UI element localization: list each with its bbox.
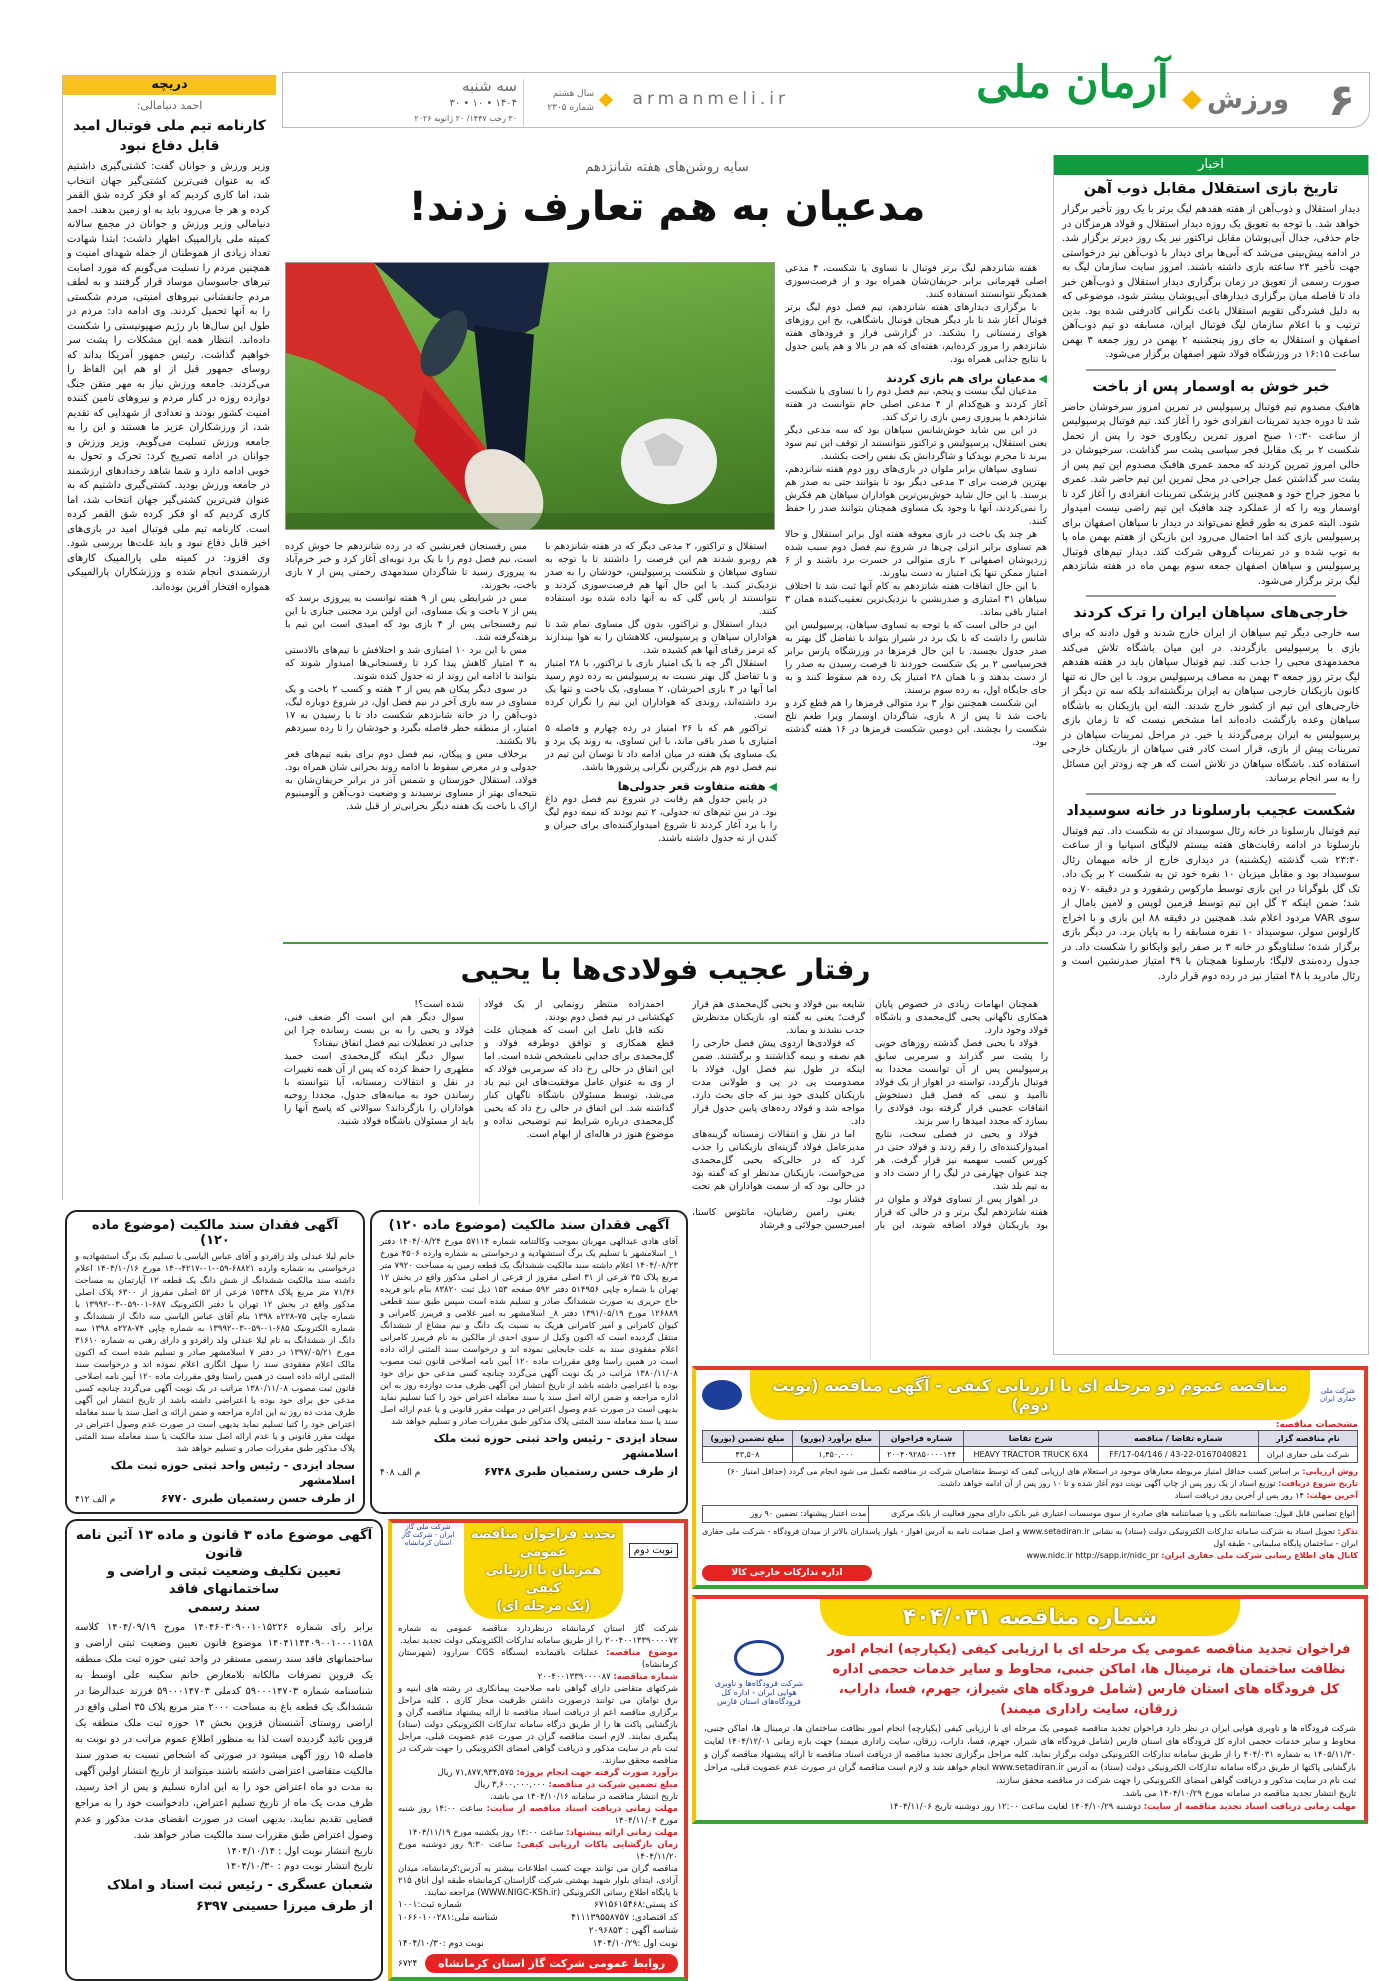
paragraph: استقلال و تراکتور، ۲ مدعی دیگر که در هفته شانزدهم با هم روبرو شدند هم این فرصت را داشتند تا با توجه به تساوی سپاهان و شکست پرسپولیس، خودشان را به صدر نزدیک‌تر کنند. با این حال آنها هم فرصت‌سوزی کردند و نتوانستند از پاس گلی که به آنها داده شده بود استفاده کنند. (545, 541, 777, 617)
paragraph: هفته شانزدهم لیگ برتر فوتبال با تساوی یا شکست، ۴ مدعی اصلی قهرمانی برابر حریفان‌شان همراه بود و از فرصت‌سوزی همدیگر نتوانستند استفاده کنند. (785, 263, 1047, 300)
text: تحویل اسناد به شرکت سامانه تدارکات الکترونیکی دولت (ستاد) به نشانی www.setadiran.ir و اصل ضمانت نامه به آدرس اهواز - بلوار پاسداران بالاتر از میدان فرودگاه - شرکت ملی حفاری ایران - ساختمان پایگاه سلیمانی - طبقه اول (702, 1527, 1358, 1548)
divider (1086, 369, 1336, 371)
news-body: هافبک مصدوم تیم فوتبال پرسپولیس در تمرین امروز سرخوشان حاضر شد تا دوره جدید تمرینات انفرادی خود را آغاز کند. تیم فوتبال پرسپولیس از ساعت ۱۰:۳۰ صبح امروز تمرین ریکاوری خود را پس از تحمل شکست ۲ بر یک مقابل فجر سپاسی پشت سر گذاشت. سرخپوشان در حالی امروز تمرین کردند که محمد عمری هافبک مصدوم این تیم پس از پشت سر گذاشتن عمل جراحی در محل تمرین این تیم حاضر شد. عمری با مجوز جراح خود و همچنین کادر پزشکی تمرینات انفرادی را آغاز کرد تا اوسمار ویه را که از عملکرد چند هافبک این تیم راضی نیست امیدوار شود. البته عمری به طور قطع نمی‌تواند در دیدار با سپاهان اصفهان برای پرسپولیس بازی کند اما احتمال می‌رود این بازیکن از هفتم بهمن ماه پا به توپ شده و در تمرینات گروهی شرکت کند. دیدار تیم‌های فوتبال پرسپولیس و سپاهان اصفهان جمعه سوم بهمن ماه در هفته شانزدهم لیگ برتر برگزار می‌شود. (1062, 401, 1361, 587)
text: شعبان عسگری - رئیس ثبت اسناد و املاک (106, 1878, 373, 1893)
tender-headline: فراخوان تجدید مناقصه عمومی یک مرحله ای با ارزیابی کیفی (یکپارچه) انجام امور نظافت ساختمان ها، ترمینال ها، اماکن جنبی، محاوط و سایر خدمات حجمی اداره کل فرودگاه های استان فارس (شامل فرودگاه های شیراز، جهرم، فسا، داراب، زرقان، سایت راداری میمند) (827, 1642, 1351, 1717)
text: تجدید فراخوان مناقصه عمومی (471, 1527, 616, 1560)
text: شناسه آگهی : ۲۰۹۶۸۵۳ (588, 1926, 678, 1936)
left-flow (65, 998, 688, 1981)
paragraph: که فولادی‌ها اردوی پیش فصل خارجی را هم نصفه و نیمه گذاشتند و برگشتند. ضمن اینکه در طول نیم فصل اول، فولاد با مصدومیت پی در پی و طولانی مدت بازیکنان کلیدی خود نیز که جای بحث دارد، مواجه شد و فولاد رده‌های پایین جدول قرار داد. (692, 1038, 865, 1127)
text: تاریخ انتشار مناقصه در سامانه ۱۴۰۴/۱۰/۱۶ می باشد. (490, 1792, 678, 1802)
footer-banner: اداره تدارکات خارجی کالا (702, 1565, 872, 1581)
paragraph: احمدزاده منتظر رونمایی از یک فولاد کهکشانی در نیم فصل دوم بودند. (484, 999, 674, 1023)
football-photo (285, 262, 775, 530)
text: آگهی فقدان سند مالکیت (موضوع ماده ۱۲۰) (388, 1218, 670, 1233)
paragraph: این شکست همچنین نوار ۳ برد متوالی قرمزها را هم قطع کرد و باخت شد تا پس از ۸ بازی، شاگردان اوسمار ویرا طعم تلخ شکست را بچشند. این دومین شکست قرمزها در ۱۶ هفته گذشته بود. (785, 698, 1048, 748)
text: مهلت زمانی دریافت اسناد مناقصه از سایت: (486, 1804, 679, 1814)
news-title[interactable]: خبر خوش به اوسمار پس از باخت (1092, 378, 1330, 395)
text: برابر رای شماره ۱۴۰۴۶۰۳۰۹۰۰۱۰۱۵۲۲۶ مورخ ۱۴۰۴/۰۹/۱۹ کلاسه ۱۴۰۴۱۱۴۴۰۹۰۰۱۰۰۰۱۱۵۸ موضوع قانون تعیین وضعیت ثبتی اراضی و ساختمانهای فاقد سند رسمی مستقر در واحد ثبتی حوزه ثبت ملک منطقه یک قزوین تصرفات مالکانه بلامعارض خانم سکینه علی اوسط به شناسنامه شماره ۵۹۰۰۰۱۴۷۰۳ کدملی ۵۹۰۰۰۱۴۷۰۳ فرزند عبدالرضا در ششدانگ یک قطعه باغ به مساحت ۲۰۰۰ متر مربع پلاک ۳۵ اصلی واقع در اراضی روستای آشنستان قزوین بخش ۱۴ حوزه ثبت ملک منطقه یک قزوین تائید گردیده است لذا به منظور اطلاع عموم مراتب در دو نوبت به فاصله ۱۵ روز آگهی میشود در صورتی که اشخاص نسبت به صدور سند مالکیت متقاضی اعتراضی داشته باشند میتوانند از تاریخ انتشار اولین آگهی به مدت دو ماه اعتراض خود را به این اداره تسلیم و پس از اخذ رسید، ظرف مدت یک ماه از تاریخ تسلیم اعتراض، دادخواست خود را به مراجع قضایی تقدیم نمایند. بدیهی است در صورت انقضای مدت مذکور و عدم وصول اعتراض طبق مقررات سند مالکیت صادر خواهد شد. (75, 1622, 373, 1841)
main-col-right (785, 262, 1047, 749)
text: نام مناقصه گزار (1258, 1431, 1357, 1447)
paragraph: مس رفسنجان قعرنشین که در رده شانزدهم جا خوش کرده است، نیم فصل دوم را با یک برد نوبه‌ای آغاز کرد و خبر خرم‌آباد به پیروزی رسید تا شاگردان سیدمهدی رحمتی پس از ۷ بازی باخت، بخورند. (285, 541, 537, 591)
article2-headline[interactable]: رفتار عجیب فولادی‌ها با یحیی (460, 953, 871, 986)
ad-airport-tender (692, 1595, 1368, 1824)
text: مناقصه گران می توانند جهت کسب اطلاعات بیشتر به آدرس:کرمانشاه، میدان آزادی، ابتدای بلوار شهید بهشتی شرکت گازاستان کرمانشاه طبقه اول اتاق ۲۱۵ یا پایگاه اطلاع رسانی الکترونیکی (WWW.NIGC-KSh.ir) مراجعه نمایند. (398, 1864, 678, 1898)
text: ۲۰۰۴۰۹۲۸۵۰۰۰۰۱۴۴ (880, 1447, 964, 1463)
text: خانم لیلا عبدلی ولد زاقردو و آقای عباس الیاسی با تسلیم یک برگ استشهادیه و درخواستی به شماره وارده ۶۸۸۲۱-۰۵۹-۰۱-۴۲۱۷-۱۴۰ مورخ ۱۴۰۴/۱۰/۱۶ اعلام داشته سند مالکیت ششدانگ از شش دانگ یک قطعه ۱۲ آپارتمان به مساحت ۷۱/۴۶ متر مربع پلاک ۱۵۳۴۸ فرعی از ۵۲ اصلی مفروز از ۶۳۰۰ پلاک اصلی مذکور واقع در بخش ۱۲ تهران با دفتر الکترونیک ۶۸۷-۰۱-۰۵۹-۰۳-۱۳۹۹۲ با شماره چاپی ۷۵-۲۲۸ه ۱۳۹۸ بنام آقای عباس الیاسی سه دانگ از ششدانگ و شماره الکترونیک ۶۸۵-۰۱-۰۵۹-۰۳-۱۳۹۹۲ به شماره چاپی ۷۴-۲۲۸ه ۱۳۹۸ سه دانگ از ششدانگ به نام لیلا عبدلی ولد زاقردو و دارای رهنی به شماره ۳۱۶۱۰ مورخ ۱۳۹۷/۰۵/۲۱ در دفتر ۷ اسلامشهر صادر و تسلیم شده است که اکنون مالک اعلام مفقودی سند را سهل انگاری اعلام نموده اند و درخواست سند المثنی ارائه داده است در همین راستا وفق مقررات ماده ۱۲۰ آیین نامه اصلاحی قانون ثبت مصوب ۱۳۸۰/۱۱/۰۸ مراتب در یک نوبت آگهی می‌گردد چنانچه کسی مدعی حق برای خود بوده یا اعتراضی داشته باشد از تاریخ انتشار این آگهی ظرف مدت ده روز به این اداره مراجعه و ضمن ارائه ی اصل سند یا سند معامله اعتراض خود را کتبا تسلیم نماید بدیهی است در صورت عدم وصول اعتراض در مهلت مقرر قانونی و یا عدم ارائه اصل سند مالکیت یا سند معامله سند المثنی پلاک مذکور طبق مقررات صادر و تسلیم خواهد شد (75, 1252, 356, 1454)
text: سجاد ایزدی - رئیس واحد ثبتی حوزه ثبت ملک اسلامشهر (433, 1432, 678, 1460)
text: برآورد صورت گرفته جهت انجام پروژه: (516, 1768, 678, 1778)
text: ساعت ۱۴:۰۰ روز یکشنبه مورخ ۱۴۰۴/۱۱/۱۹ (408, 1828, 564, 1838)
sidebar-author: احمد دنیامالی: (136, 99, 203, 112)
text: ۳۰ رجب ۱۴۴۷/ ۲۰ ژانویه ۲۰۲۶ (414, 114, 517, 123)
text: کانال های اطلاع رسانی شرکت ملی حفاری ایران: (1161, 1551, 1358, 1560)
paragraph: با برگزاری دیدارهای هفته شانزدهم، نیم فصل دوم لیگ برتر فوتبال آغاز شد تا بار دیگر هیجان فوتبال باشگاهی، یخ این روزهای هوای زمستانی را بشکند. در گزارشی فراز و فرودهای هفته شانزدهم را مرور کرده‌ایم، هفته‌ای که هم در بالا و هم پایین جدول با نتایج جذابی همراه بود. (785, 302, 1047, 365)
text: شماره فراخوان (880, 1431, 964, 1447)
paragraph: استقلال اگر چه با یک امتیاز بازی با تراکتور، با ۲۸ امتیاز و با تفاضل گل بهتر نسبت به پرسپولیس به رده دوم رسید اما آنها در ۴ بازی اخیرشان، ۲ مساوی، یک باخت و تنها یک برد داشته‌اند، روندی که هواداران این تیم را نگران کرده است. (545, 658, 777, 721)
paragraph: در این بین شاید خوش‌شانس سپاهان بود که سه مدعی دیگر یعنی استقلال، پرسپولیس و تراکتور نتوانستند از توقف این تیم سود ببرند تا محرم نویدکیا و شاگردانش یک نفس راحت بکشند. (785, 425, 1047, 462)
divider (1086, 793, 1336, 795)
paragraph: دیدار استقلال و تراکتور، بدون گل مساوی تمام شد تا هواداران سپاهان و پرسپولیس، کلاهشان را به هوا بیندازند که ترمز رقبای آنها هم کشیده شد. (545, 619, 777, 656)
ad-land-registry (65, 1519, 383, 1981)
ad-lost-deed-2 (65, 1210, 365, 1514)
text: ۳,۶۰۰,۰۰۰,۰۰۰ ریال (474, 1780, 546, 1790)
text: مبلغ برآورد (یورو) (792, 1431, 879, 1447)
subheading: ◀ مدعیان برای هم بازی کردند (785, 372, 1047, 385)
news-column-spacer (1054, 998, 1368, 1360)
main-article-header (282, 160, 1052, 235)
kicker: سایه روشن‌های هفته شانزدهم (585, 160, 749, 175)
footer-banner: روابط عمومی شرکت گاز استان کرمانشاه (425, 1954, 678, 1973)
text: شرکت ملی حفاری ایران (1258, 1447, 1357, 1463)
tender-table (702, 1430, 1358, 1463)
main-col-mid (545, 540, 777, 845)
paragraph: یعنی رامین رضاییان، ماتئوس کاستا، امیرحسین جولائی و فرشاد (692, 1207, 865, 1231)
badge: نوبت دوم (629, 1543, 678, 1558)
text: از طرف میرزا حسینی ۶۳۹۷ (196, 1899, 373, 1914)
website[interactable]: armanmeli.ir (632, 89, 789, 109)
newspaper-logo: آرمان ملی (976, 57, 1169, 108)
text: شرکتهای متقاضی دارای گواهی نامه صلاحیت پیمانکاری در رشته های ابنیه و برق توامان می توانند درصورت داشتن ظرفیت مجاز کاری ، کلیه مراحل برگزاری مناقصه اعم از دریافت اسناد مناقصه تا ارائه پیشنهاد مناقصه گران و بازگشایی پاکت ها را از طریق درگاه سامانه تدارکات الکترونیکی دولت (ستاد) پیگیری نمایند. لازم است مناقصه گران در صورت عدم عضویت قبلی، مراحل ثبت نام در سایت مذکور و دریافت گواهی امضای الکترونیکی را جهت شرکت در مناقصه محقق سازند. (398, 1684, 678, 1766)
text: از طرف حسن رستمیان طبری ۶۷۷۰ (161, 1492, 355, 1505)
news-title[interactable]: شکست عجیب بارسلونا در خانه سوسیداد (1066, 802, 1356, 819)
section-title: ورزش (1207, 85, 1289, 115)
text: نوبت دوم :۱۴۰۴/۱۰/۳۰ (398, 1939, 484, 1949)
paragraph: همچنان ابهامات زیادی در خصوص پایان همکاری ناگهانی یحیی گل‌محمدی و باشگاه فولاد وجود دارد. (875, 999, 1048, 1036)
text: www.nidc.ir http://sapp.ir/nidc_pr (1026, 1551, 1159, 1560)
paragraph: مس با این برد ۱۰ امتیازی شد و اختلافش با تیم‌های بالادستی به ۳ امتیاز کاهش پیدا کرد تا رفسنجانی‌ها امیدوار شوند که بتوانند با ادامه این روند از ته جدول کنده شوند. (285, 645, 537, 682)
text: تاریخ انتشار نوبت دوم : ۱۴۰۴/۱۰/۳۰ (225, 1861, 373, 1872)
text: زمان بازگشایی پاکات ارزیابی کیفی: (517, 1840, 678, 1850)
text: شرکت فرودگاه‌ها و ناوبری هوایی ایران - اداره کل فرودگاه‌های استان فارس (714, 1679, 804, 1706)
ad-gas-tender (388, 1519, 688, 1981)
paragraph: اما در نقل و انتقالات زمستانه گزینه‌های مدیرعامل فولاد گزینه‌ای بازیکنانی را جذب کرد که در حالی‌که یحیی گل‌محمدی می‌خواست، بازیکنان مدنظر او که گفته بود در حالی بود که از سمت هواداران هم تحت فشار بود. (692, 1129, 865, 1205)
masthead (282, 57, 1370, 128)
sidebar-body: وزیر ورزش و جوانان گفت: کشتی‌گیری داشتیم که به عنوان فنی‌ترین کشتی‌گیر جهان انتخاب شد، اما کاری کردیم که او فکر کرده شق القمر کرده و هر جا می‌رود باید به او زمین بدهند. احمد دنیامالی وزیر ورزش و جوانان در مجمع سالانه کمیته ملی پارالمپیک اظهار داشت: ابتدا شهادت تعداد زیادی از هموطنان از جمله شهدای امنیت و همچنین مردم را تسلیت می‌گویم که مورد اصابت تیرهای جاسوسان موساد قرار گرفتند و به لطف مردم جانفشانی نیروهای امنیتی، مردم شکستی را به آنها تحمیل کردند. وی ادامه داد: مردم در طول این سال‌ها بار رژیم صهیونیستی را شکست داده‌اند. انتظار همه این مشکلات را پشت سر خواهیم گذاشت. رئیس جمهور آمریکا بداند که روسای جمهور قبل از او هم این الفاظ را می‌کردند. جامعه ورزش نیاز به مهر متقن جنگ دوازده روزه در کنار مردم و نیروهای تامین کننده امنیت کشور بودند و تعدادی از شهدایی که تقدیم شد، از ورزشکاران عزیز ما هستند و این را به جامعه ورزش تسلیت می‌گویم. وزیر ورزش و جوانان در ادامه تصریح کرد: تحرک و تحول به خوبی ادامه دارد و شما شاهد رخدادهای ارزشمند در جامعه ورزش بودید. کشتی‌گیری داشتیم که به عنوان فنی‌ترین کشتی‌گیر جهان انتخاب شد، اما کاری کردیم که او فکر کرده شق القمر کرده است. کارنامه تیم ملی فوتبال امید در بازی‌های اخیر قابل دفاع نبود و باید علت‌ها بررسی شود. وی افزود: در کمیته ملی پارالمپیک کارهای ارزشمندی انجام شده و ورزشکاران پارالمپیکی همواره افتخار آفرین بوده‌اند. (67, 161, 270, 593)
ad-code: م الف ۴۰۸ (380, 1468, 421, 1478)
text: مهلت زمانی دریافت اسناد تجدید مناقصه از سایت: (1143, 1802, 1356, 1812)
text: سجاد ایزدی - رئیس واحد ثبتی حوزه ثبت ملک اسلامشهر (110, 1459, 355, 1487)
paragraph: مس در شرایطی پس از ۹ هفته توانست به پیروزی برسد که پس از ۷ باخت و یک مساوی، این اولین برد مجتبی جباری با این تیم رفسنجانی پس از ۴ بازی بود که امیدی است این تیم با برهنه‌گرفته شد. (285, 593, 537, 643)
airport-company-logo (704, 1640, 814, 1720)
text: ۲۰۰۴۰۰۱۳۳۹۰۰۰۰۸۷ (537, 1672, 611, 1682)
text: آخرین مهلت: (1306, 1491, 1358, 1500)
paragraph: نکته قابل تامل این است که همچنان علت قطع همکاری و توافق دوطرفه فولاد و گل‌محمدی برای جدایی نامشخص شده است. اما این اتفاق در حالی رخ داد که سرمربی فولاد که از وی به عنوان عامل موفقیت‌های این تیم یاد می‌شد، توسط مسئولان باشگاه ناگهان کنار گذاشته شد. این اتفاق در حالی رخ داد که یحیی گل‌محمدی درباره شرایط تیم توضیحی نداده و موضوع هنوز در هاله‌ای از ابهام است. (484, 1025, 674, 1140)
football-photo-illustration (285, 263, 774, 530)
text: شماره ۲۳۰۵ (547, 103, 594, 113)
news-title[interactable]: خارجی‌های سپاهان ایران را ترک کردند (1073, 605, 1349, 621)
issue-info (547, 87, 594, 115)
text: ساعت ۱۴:۰۰ روز شنبه مورخ ۱۴۰۴/۱۱/۰۴ (398, 1804, 678, 1826)
gas-company-logo: شرکت ملی گاز ایران - شرکت گاز استان کرمانشاه (401, 1523, 455, 1547)
text: نوبت اول :۱۴۰۴/۱۰/۲۹ (592, 1939, 678, 1949)
text: تذکر: (1337, 1527, 1358, 1536)
text: تعیین تکلیف وضعیت ثبتی و اراضی و ساختمانهای فاقد (106, 1564, 342, 1597)
text: مبلغ تضمین (یورو) (703, 1431, 793, 1447)
paragraph: فولاد و یحیی در فصلی سخت، نتایج امیدوارکننده‌ای را رقم زدند و فولاد حتی در کورس کسب سهمیه نیز قرار گرفت. هر چند عنوان چهارمی در لیگ را از دست داد و به تیم بلد شد. (875, 1129, 1048, 1192)
news-body: تیم فوتبال بارسلونا در خانه رئال سوسیداد تن به شکست داد. تیم فوتبال بارسلونا در ادامه رقابت‌های هفته بیستم لالیگای اسپانیا و از ساعت ۲۳:۳۰ شب گذشته (یکشنبه) در دیداری خارج از خانه میهمان رئال سوسیداد بود و مقابل میزبان ۱۰ نفره خود تن به شکست ۲ بر یک داد. تک گل بلوگرانا در این بازی توسط مارکوس رشفورد و در دقیقه ۷۰ زده شد؛ ضمن اینکه ۲ گل این تیم توسط فرمین لوپس و لامین یامال از سوی VAR مردود اعلام شد. همچنین در دقیقه ۸۸ این بازی و با اخراج کارلوس سولر، سوسیداد ۱۰ نفره مسابقه را به پایان برد. در دیگر بازی برگزار شده؛ سلتاویگو در خانه ۳ بر صفر رایو وایکانو را شکست داد. در جدول رده‌بندی لالیگا؛ بارسلونا همچنان با ۴۹ امتیاز صدرنشین است و رئال مادرید با ۴۸ امتیاز نیز در رده دوم قرار دارد. (1062, 825, 1361, 982)
text: شرح تقاضا (963, 1431, 1098, 1447)
text: تاریخ انتشار نوبت اول : ۱۴۰۴/۱۰/۱۴ (226, 1846, 373, 1857)
article2-cols-left (284, 998, 674, 1205)
text: شماره تقاضا / مناقصه (1098, 1431, 1258, 1447)
paragraph: هر چند یک باخت در بازی معوقه هفته اول برابر استقلال و حالا هم تساوی برابر انزلی چی‌ها در شروع نیم فصل دوم سبب شده زردپوشان اصفهانی ۲ بازی متوالی در حسرت برد باشند و از ۶ امتیاز ممکن تنها یک امتیاز به دست بیاورند. (785, 529, 1047, 579)
news-item (1062, 801, 1360, 985)
text: مناقصه عموم دو مرحله ای با ارزیابی کیفی - آگهی مناقصه (نوبت دوم) (750, 1370, 1310, 1420)
right-flow (692, 998, 1368, 1824)
text: شرکت گاز استان کرمانشاه درنظردارد مناقصه عمومی به شماره ۲۰۰۴۰۰۱۳۳۹۰۰۰۰۷۲ را از طریق سامانه تدارکات الکترونیکی دولت تجدید نماید. (398, 1624, 678, 1646)
tender-number: شماره مناقصه ۴۰۴/۰۳۱ (820, 1599, 1240, 1636)
paragraph: تساوی سپاهان برابر ملوان در بازی‌های روز دوم هفته شانزدهم، بهترین فرصت برای ۳ مدعی دیگر بود تا بتوانند حتی به صدر هم برسند. با این حال شاید خوش‌بین‌ترین هواداران سپاهان هم فکرش را نمی‌کردند، آنها با وجود یک مساوی همچنان بتوانند صدر را حفظ کنند. (785, 464, 1047, 527)
text: مشخصات مناقصه: (1275, 1420, 1358, 1430)
news-item (1062, 179, 1360, 363)
text: از طرف حسن رستمیان طبری ۶۷۴۸ (484, 1465, 678, 1478)
text: آگهی فقدان سند مالکیت (موضوع ماده ۱۲۰) (91, 1218, 339, 1248)
sidebar-label: دریچه (63, 75, 276, 95)
news-item (1062, 603, 1360, 787)
text: روش ارزیابی: (1302, 1467, 1358, 1476)
text: ۷۱,۸۷۷,۹۳۴,۵۷۵ ریال (437, 1768, 514, 1778)
main-col-left (285, 540, 537, 813)
sidebar-title: کارنامه تیم ملی فوتبال امید قابل دفاع نبود (73, 118, 266, 154)
text: HEAVY TRACTOR TRUCK 6X4 (963, 1447, 1098, 1463)
date-block (414, 79, 524, 126)
ad-lost-deed-1 (370, 1210, 688, 1514)
paragraph: سوال دیگر اینکه گل‌محمدی است حمید مطهری را حفظ کرده که پس از آن همه تغییرات در نقل و انتقالات زمستانه، آیا نتوانسته با رساندن خود به میانه‌های جدول، مجددا روحیه هواداران را بازگرداند؟ سوالاتی که پاسخ آنها را باید از مسئولان باشگاه فولاد شنید. (284, 1051, 474, 1127)
news-title[interactable]: تاریخ بازی استقلال مقابل ذوب آهن (1083, 181, 1339, 197)
text: کد پستی:۶۷۱۵۶۱۵۴۶۸ (594, 1900, 678, 1910)
text: ۱,۴۵۰,۰۰۰ (792, 1447, 879, 1463)
text: ۶۷۲۴ (398, 1958, 418, 1969)
article2-cols-right (692, 998, 1048, 1360)
paragraph: در سوی دیگر پیکان هم پس از ۳ هفته و کسب ۲ باخت و یک مساوی در سه بازی آخر در نیم فصل اول، در شروع دوباره لیگ، ذوب‌آهن را در خانه شانزدهم شکست داد تا با رسیدن به ۱۷ امتیاز، از منطقه خطر فاصله بگیرد و خودشان را تا رده سیزدهم بالا بکشند. (285, 684, 537, 747)
paragraph: این در حالی است که با توجه به تساوی سپاهان، پرسپولیس این شانس را داشت که با یک برد در شیراز بتواند با تفاضل گل بهتر به صدر جدول بچسبد. با این حال قرمزها در ورزشگاه پارس برابر فجرسپاسی ۲ بر یک شکست خوردند تا فرصت رسیدن به صدر را از دست بدهند و با همان ۲۸ امتیاز یک رده هم سقوط کنند و به جای جایگاه اول، به رده سوم برسند. (785, 620, 1047, 696)
main-headline[interactable]: مدعیان به هم تعارف زدند! (408, 184, 926, 230)
text: مدت اعتبار پیشنهاد: تضمین ۹۰ روز (750, 1509, 867, 1518)
paragraph: در اهواز پس از تساوی فولاد و ملوان در هفته شانزدهم لیگ برتر و در حالی که قرار بود بازیکنان فولاد اضافه شوند، این بار شایعه بین فولاد و یحیی گل‌محمدی هم قرار گرفت؛ یعنی به گفته او، بازیکنان مدنظرش جذب نشدند و بماند. (692, 999, 1048, 1231)
text: 43-22-0167040821 / FF/17-04/146 (1098, 1447, 1258, 1463)
paragraph: با این حال اتفاقات هفته شانزدهم به کام آنها ثبت شد تا اختلاف سپاهان ۳۱ امتیازی و صدرنشین با نزدیک‌ترین تعقیب‌کننده همان ۳ امتیاز باقی بماند. (785, 581, 1047, 618)
news-body: سه خارجی دیگر تیم سپاهان از ایران خارج شدند و قول دادند که برای بازی با پرسپولیس بازگردند. در این میان باشگاه تلاش می‌کند محمدمهدی محبی را جذب کند. تیم فوتبال سپاهان باید در هفته هفدهم لیگ برتر روز جمعه ۳ بهمن به مصاف پرسپولیس برود. با این حال نه تنها کانون بازیکنان خارجی سپاهان به ایران برنگشته‌اند بلکه سه تن دیگر از خارجی‌های این تیم از کشور خارج شدند. البته این بازیکنان به باشگاه سپاهان وعده بازگشت داده‌اند اما مشخص نیست که تا زمان بازی پرسپولیس به ایران برمی‌گردند یا خیر. در مراحل تمرینات سپاهان در تمرینات پیش از بازی، قرار است کادر فنی سپاهان از بازیکنان خارجی استفاده کند. باشگاه سپاهان در تلاش است که هر چه زودتر این مسائل را به سر انجام برساند. (1062, 628, 1360, 784)
diamond-icon (599, 93, 613, 107)
text: تاریخ شروع دریافت: (1278, 1479, 1358, 1488)
paragraph: شده است؟! (414, 999, 464, 1010)
text: سال هشتم (552, 89, 594, 99)
nioc-logo (702, 1380, 742, 1410)
text: شماره مناقصه: (613, 1672, 678, 1682)
paragraph: سوال دیگر هم این است اگر ضعف فنی، فولاد و یحیی را به بن بست رسانده چرا این جدایی در تعطیلات نیم فصل اتفاق نیفتاد؟ (284, 1012, 474, 1049)
paragraph: در پایین جدول هم رقابت در شروع نیم فصل دوم داغ بود. در بین تیم‌های ته جدولی، ۲ تیم بودند که نیمه دوم لیگ را با برد آغاز کردند تا شروع امیدوارکننده‌ای برای جبران و کندن از ته جدول داشته باشند. (545, 794, 777, 844)
text: همزمان با ارزیابی کیفی (485, 1563, 602, 1596)
divider (283, 942, 1048, 944)
text: عملیات باقیمانده ایستگاه CGS سرارود (شهرستان کرمانشاه) (398, 1648, 678, 1670)
paragraph: تراکتور هم که با ۲۶ امتیاز در رده چهارم و فاصله ۵ امتیازی با صدر باقی ماند، با این تساوی، به روند یک برد و یک مساوی یک هفته در میان ادامه داد تا نوسان این تیم در نیم فصل دوم هم بزرگترین نگرانی پرشورها باشد. (545, 723, 777, 773)
ad-code: م الف ۴۱۲ (75, 1495, 116, 1505)
paragraph: مدعیان لیگ بیست و پنجم، نیم فصل دوم را با تساوی یا شکست آغاز کردند و هیچ‌کدام از ۴ مدعی اصلی جام نتوانست در هفته شانزدهم با پیروزی زمین بازی را ترک کند. (785, 386, 1047, 423)
text: مبلغ تضمین شرکت در مناقصه: (548, 1780, 678, 1790)
paragraph: برخلاف مس و پیکان، نیم فصل دوم برای بقیه تیم‌های قعر جدولی و در معرض سقوط با ادامه روند بحرانی شان همراه بود. فولاد، استقلال خوزستان و شمس آذر در برابر حریفان‌شان به نتیجه‌ای بهتر از مساوی نرسیدند و وضعیت ذوب‌آهن و آلومینیوم اراک با باخت یک هفته دیگر بحرانی‌تر از قبل شد. (285, 749, 537, 812)
news-label: اخبار (1054, 155, 1368, 175)
text: شناسه ملی:۱۰۶۶۰۱۰۰۲۸۱ (398, 1913, 498, 1923)
text: (یک مرحله ای) (496, 1599, 591, 1614)
text: ۱۴۰۴ • ۱۰ • ۳۰ (449, 98, 517, 109)
text: ۱۴ روز پس از آخرین روز دریافت اسناد (1174, 1491, 1304, 1500)
page-number: ۶ (1328, 75, 1355, 126)
text: انواع تضامین قابل قبول: ضمانتنامه بانکی و یا ضمانتنامه های صادره از سوی موسسات اعتباری غیر بانکی دارای مجوز فعالیت از بانک مرکزی (868, 1506, 1357, 1522)
text: ۴۳,۵۰۸ (703, 1447, 793, 1463)
text: موضوع مناقصه: (606, 1648, 679, 1658)
text: ساعت ۹:۳۰ روز دوشنبه مورخ ۱۴۰۴/۱۱/۲۰ (398, 1840, 678, 1862)
news-item (1062, 377, 1360, 590)
text: شرکت فرودگاه ها و ناوبری هوایی ایران در نظر دارد فراخوان تجدید مناقصه عمومی یک مرحله ای با ارزیابی کیفی (یکپارچه) انجام امور نظافت ساختمان ها، ترمینال ها، اماکن جنبی، محاوط و سایر خدمات حجمی اداره کل فرودگاه های استان فارس (شامل فرودگاه های شیراز، جهرم، فسا، داراب، زرقان، سایت راداری میمند) جهت بازه زمانی ۱۴۰۴/۱۲/۰۱ لغایت ۱۴۰۵/۱۱/۳۰ به شماره ۴۰۴/۰۳۱ را از طریق سامانه تدارکات الکترونیکی دولت برگزار نماید. کلیه مراحل برگزاری تجدید مناقصه از دریافت اسناد مناقصه تا ارائه پیشنهاد مناقصه گران و بازگشایی پاکتها از طریق درگاه سامانه تدارکات الکترونیکی دولت (ستاد) به آدرس www.setadiran.ir انجام خواهد شد و لازم است مناقصه گران در صورت عدم عضویت قبلی، مراحل ثبت نام در سایت مذکور و دریافت گواهی امضای الکترونیکی را جهت شرکت در مناقصه محقق سازند. (704, 1724, 1356, 1786)
text: شماره ثبت:۱۰۰۱ (398, 1900, 462, 1910)
text: آگهی موضوع ماده ۳ قانون و ماده ۱۳ آئین نامه قانون (75, 1528, 373, 1561)
divider (1086, 595, 1336, 597)
text: تاریخ انتشار تجدید مناقصه در سامانه مورخ ۱۴۰۴/۱۰/۲۹ می باشد. (1122, 1789, 1356, 1799)
paragraph: فولاد با یحیی فصل گذشته روزهای خوبی را پشت سر گذراند و سرمربی سابق پرسپولیس پس از آن توانست مجددا به فوتبال بازگردد، تواسته در اهواز از یک فولاد ناامید و تیمی که فصل قبل دستخوش اتفاقات عجیبی قرار گرفته بود، فولادی را بسازد که مجدد امیدها را سر بزند. (875, 1038, 1048, 1127)
text: سند رسمی (187, 1600, 261, 1615)
ad-drilling-tender (692, 1366, 1368, 1589)
diamond-icon (1182, 90, 1202, 110)
text: مهلت زمانی ارائه پیشنهاد: (566, 1828, 678, 1838)
text: دوشنبه ۱۴۰۴/۱۰/۲۹ لغایت ساعت ۱۲:۰۰ روز دوشنبه تاریخ ۱۴۰۴/۱۱/۰۶ (889, 1802, 1141, 1812)
news-body: دیدار استقلال و ذوب‌آهن از هفته هفدهم لیگ برتر با یک روز تأخیر برگزار خواهد شد. با توجه به تعویق یک روزه دیدار استقلال و فولاد هرمزگان در جام حذفی، جدال آبی‌پوشان مقابل تراکتور نیز یک روز دیرتر برگزار شد. در ادامه پیش‌بینی می‌شد که آبی‌ها برای دیدار با ذوب‌آهن نیز درخواستی جهت تأخیر ۲۴ ساعته بازی داشته باشند. امروز سایت سازمان لیگ به صورت رسمی از تعویق در زمان برگزاری دیدار استقلال و ذوب‌آهن خبر داد تا فاصله میان برگزاری دیدارهای آبی‌پوشان بیشتر شود، موضوعی که به دلیل فشردگی تقویم استقلال باعث نگرانی کادرفنی شده بود. بدین ترتیب و با اعلام سازمان لیگ فوتبال ایران، مسابقه دو تیم ذوب‌آهن اصفهان و استقلال به جای روز پنجشنبه ۲ بهمن در روز جمعه ۳ بهمن ساعت ۱۶:۱۵ در ورزشگاه فولاد شهر اصفهان برگزار می‌شود. (1062, 204, 1361, 360)
subheading: ◀ هفته متفاوت قعر جدولی‌ها (545, 780, 777, 793)
text: بر اساس کسب حداقل امتیاز مربوطه معیارهای موجود در استعلام های ارزیابی کیفی که توسط متقاضیان شرکت در مناقصه تکمیل می شود انجام می گردد (حداقل امتیاز ۶۰) (727, 1467, 1300, 1476)
drilling-company-logo: شرکت ملی حفاری ایران (1320, 1387, 1356, 1403)
text: آقای هادی عبدالهی مهربان بموجب وکالتنامه شماره ۵۷۱۱۴ مورخ ۱۴۰۴/۰۸/۲۴ دفتر ۱_ اسلامشهر با تسلیم یک برگ استشهادیه و درخواستی به شماره وارده ۴۵۰۶ مورخ ۱۴۰۴/۰۸/۲۳ اعلام داشته سند مالکیت ششدانگ یک قطعه زمین به مساحت ۷۹۲۰ متر مربع پلاک ۳۵ فرعی از ۳۱ اصلی مفروز از فرعی از اصلی مذکور واقع در بخش ۱۲ تهران با شماره چاپی ۵۱۴۹۵۶ دفتر ۵۹۲ صفحه ۱۵۳ ذیل ثبت ۸۳۸۲۰ بنام بانو فریده حاج حریری به صورت ششدانگ صادر و تسلیم شده است سپس طبق سند قطعی ۱۲۶۸۸۹ مورخ ۱۳۹۱/۰۵/۱۹ دفتر ۸_ اسلامشهر به امیر غلامی و فریبرز کامرانی و کیوان کامرانی و امیر کامرانی هریک به نسبت یک دانگ و نیم مشاع از ششدانگ منتقل گردیده است که اکنون وکیل از سوی احدی از مالکین به نام فریبرز کامرانی اعلام مفقودی سند به علت جابجایی نموده اند و درخواست سند المثنی ارائه داده است در همین راستا وفق مقررات ماده ۱۲۰ آیین نامه اصلاحی قانون ثبت مصوب ۱۳۸۰/۱۱/۰۸ مراتب در یک نوبت آگهی می‌گردد چنانچه کسی مدعی حق برای خود بوده یا اعتراضی داشته باشد از تاریخ انتشار این آگهی ظرف مدت دوازده روز به این اداره مراجعه و ضمن ارائه اصل سند یا سند معامله اعتراض خود را کتبا تسلیم نماید بدیهی است در صورت عدم وصول اعتراض در مهلت مقرر قانونی و یا عدم ارائه اصل سند یا سند معامله سند المثنی پلاک مذکور طبق مقررات صادر و تسلیم خواهد شد (380, 1237, 679, 1427)
text: توزیع اسناد از یک روز پس از چاپ آگهی نوبت دوم آغاز شده و تا ۱۰ روز پس از آن ادامه خواهد داشت. (937, 1479, 1276, 1488)
text: سه شنبه (461, 77, 517, 95)
text: کد اقتصادی: ۴۱۱۱۳۹۵۵۸۷۵۷ (571, 1913, 678, 1923)
